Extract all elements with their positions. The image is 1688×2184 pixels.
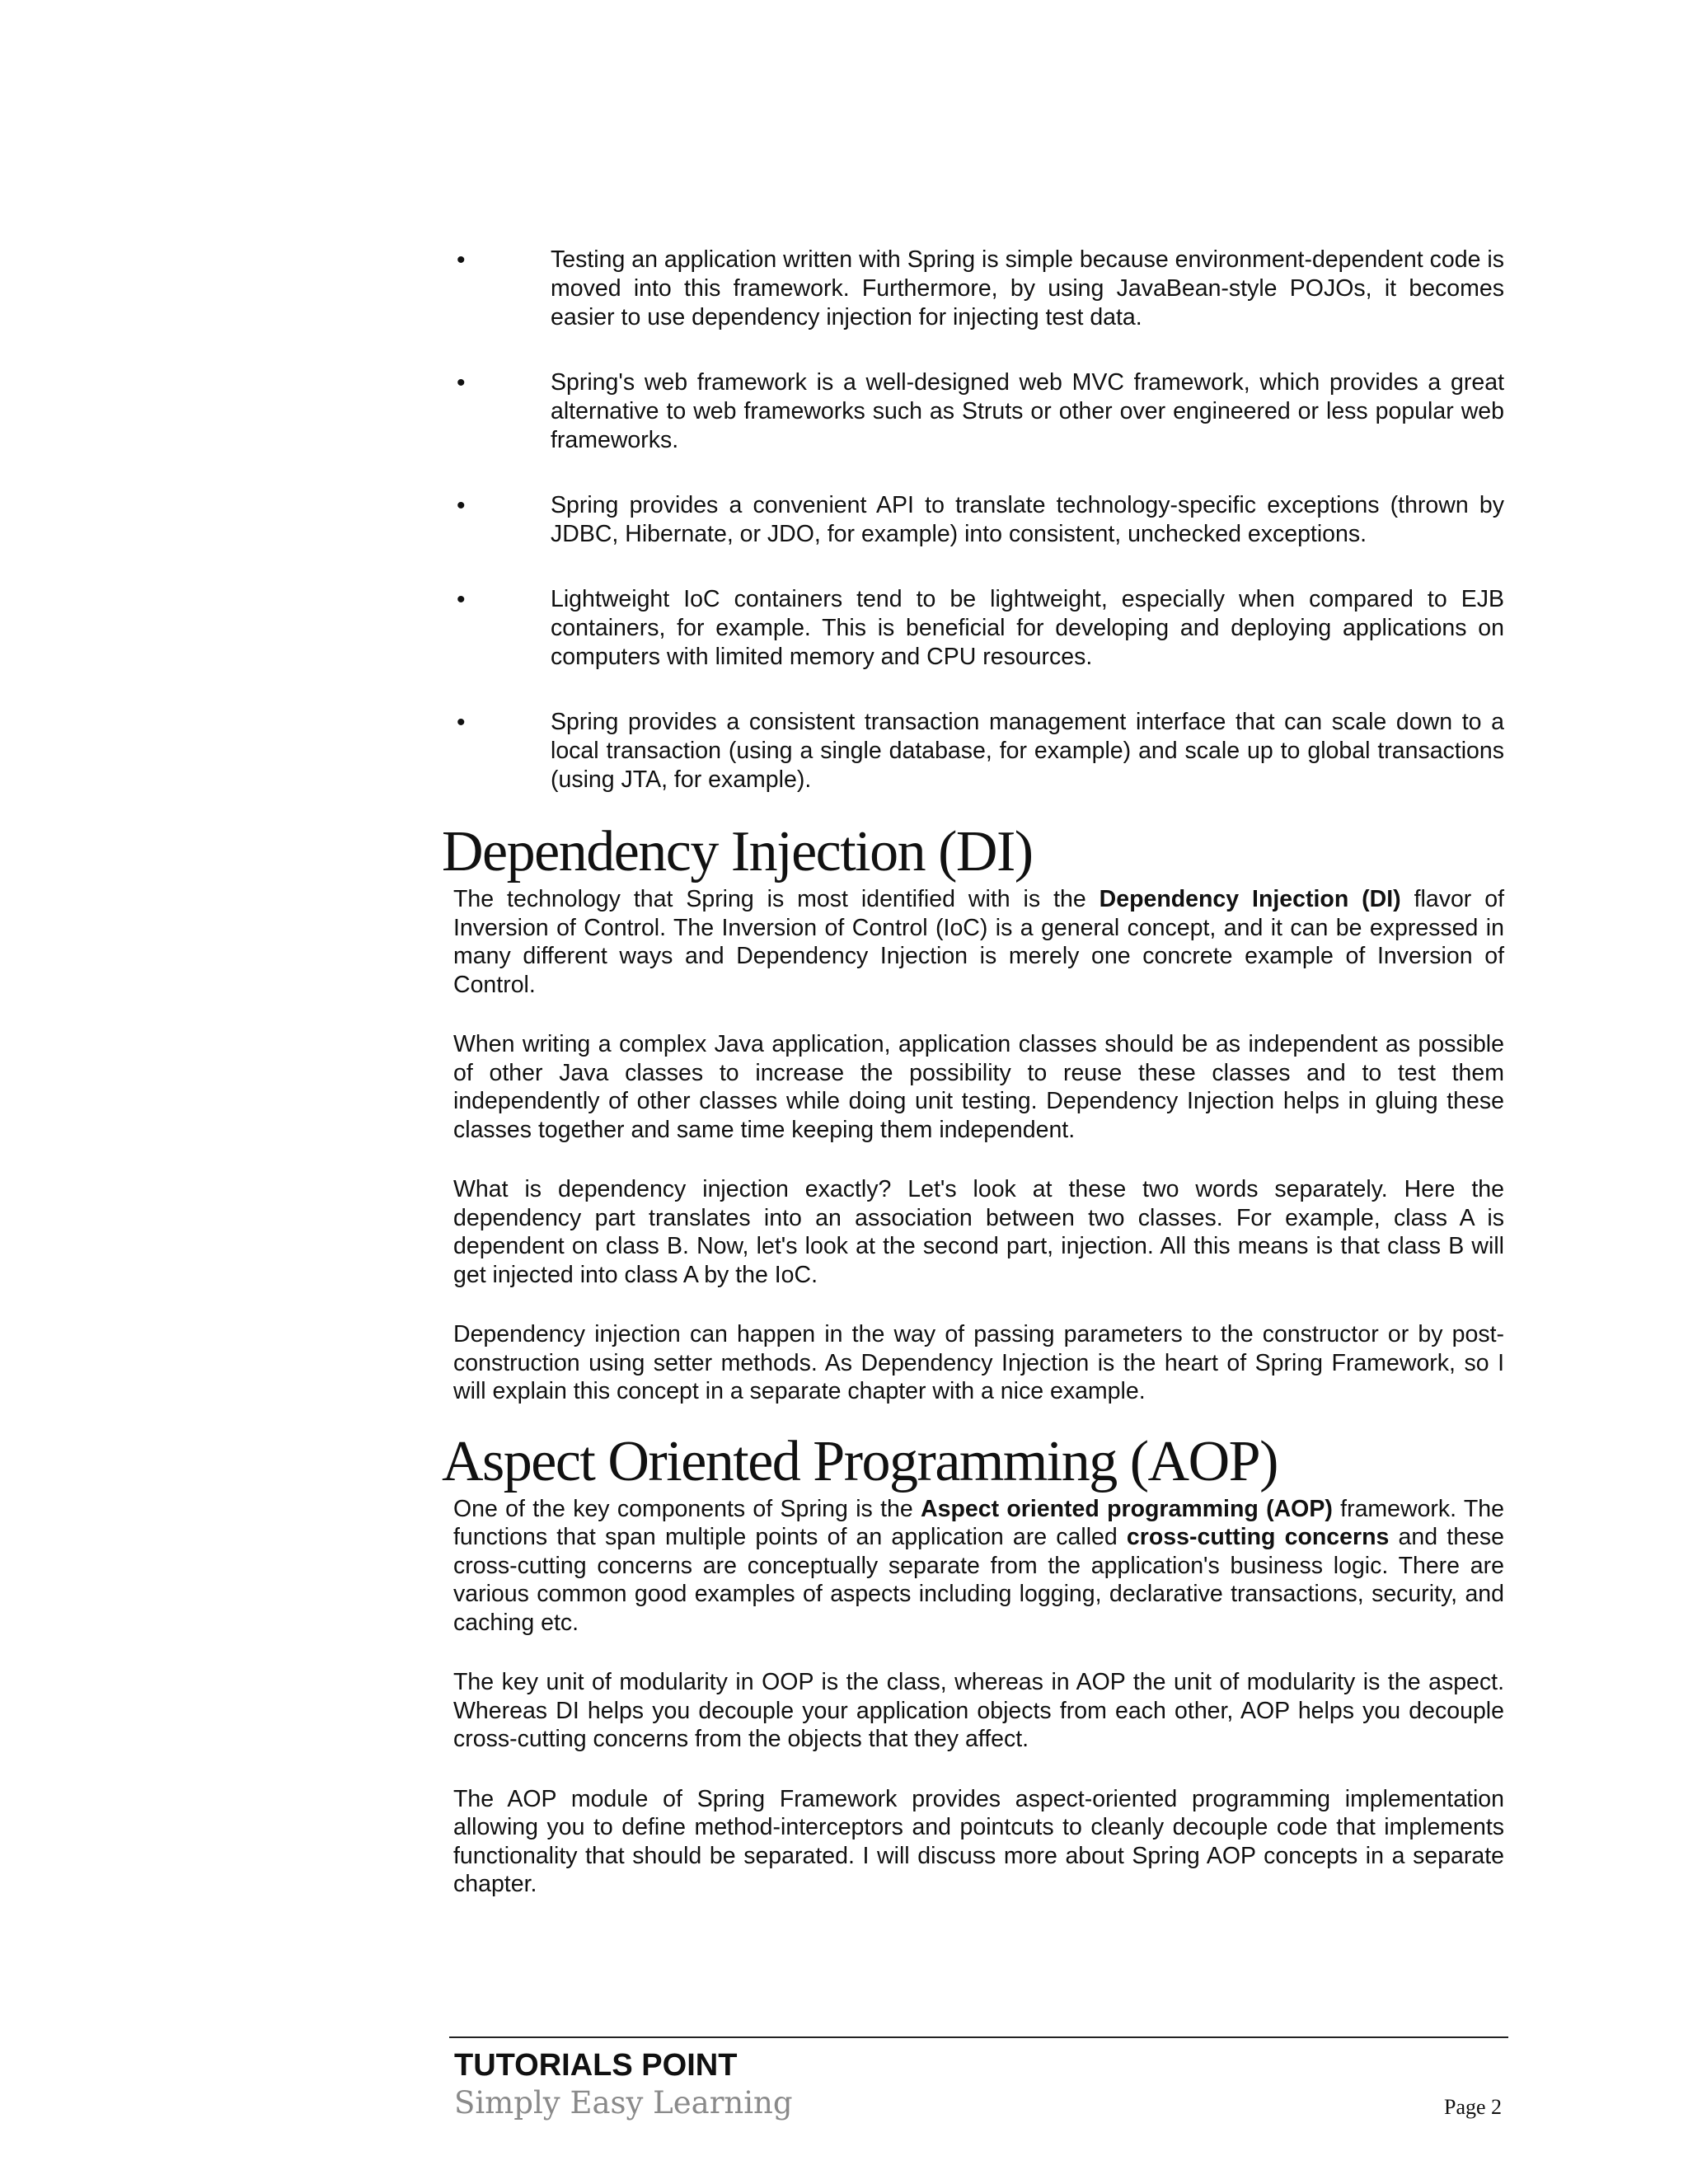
bullet-icon: • xyxy=(457,246,466,274)
aop-paragraph-2: The key unit of modularity in OOP is the class, whereas in AOP the unit of modularity is the aspect. Whereas DI helps you decouple your application objects from each other, AOP helps you decouple cross-cutting concerns from the objects that they affect. xyxy=(453,1669,1504,1752)
bullet-icon: • xyxy=(457,492,466,519)
aop-p1-bold-a: Aspect oriented programming (AOP) xyxy=(921,1495,1333,1522)
page-number: Page 2 xyxy=(1444,2095,1503,2119)
di-heading: Dependency Injection (DI) xyxy=(442,820,1033,883)
list-item-text: Spring's web framework is a well-designed web MVC framework, which provides a great alternative to web frameworks such as Struts or other over engineered or less popular web frameworks. xyxy=(551,369,1504,453)
bullet-icon: • xyxy=(457,709,466,736)
list-item xyxy=(453,585,1504,672)
list-item-text: Lightweight IoC containers tend to be lightweight, especially when compared to EJB containers, for example. This is beneficial for developing and deploying applications on computers with limited memory and CPU resources. xyxy=(551,586,1504,670)
aop-heading: Aspect Oriented Programming (AOP) xyxy=(442,1429,1278,1493)
di-paragraph-2: When writing a complex Java application, application classes should be as independent as possible of other Java classes to increase the possibility to reuse these classes and to test them independently of other classes while doing unit testing. Dependency Injection helps in gluing these classes together and same time keeping them independent. xyxy=(453,1031,1504,1143)
bullet-icon: • xyxy=(457,586,466,613)
list-item-text: Spring provides a consistent transaction management interface that can scale down to a local transaction (using a single database, for example) and scale up to global transactions (using JTA, for example). xyxy=(551,709,1504,793)
di-paragraph-1 xyxy=(453,885,1504,999)
di-p1-text-a: The technology that Spring is most identified with is the xyxy=(453,886,1100,912)
di-p1-bold: Dependency Injection (DI) xyxy=(1099,886,1401,912)
footer-tagline: Simply Easy Learning xyxy=(454,2085,793,2121)
page-content xyxy=(442,246,1505,1930)
footer-divider xyxy=(449,2036,1508,2038)
bullet-icon: • xyxy=(457,369,466,396)
list-item xyxy=(453,368,1504,455)
aop-p1-bold-b: cross-cutting concerns xyxy=(1126,1524,1390,1550)
list-item xyxy=(453,708,1504,794)
aop-paragraph-3: The AOP module of Spring Framework provides aspect-oriented programming implementation allowing you to define method-interceptors and pointcuts to cleanly decouple code that implements functionality that should be separated. I will discuss more about Spring AOP concepts in a separate chapter. xyxy=(453,1785,1504,1897)
di-paragraph-3: What is dependency injection exactly? Let's look at these two words separately. Here the dependency part translates into an association between two classes. For example, class A is dependent on class B. Now, let's look at the second part, injection. All this means is that class B will get injected into class A by the IoC. xyxy=(453,1176,1504,1288)
footer-brand: TUTORIALS POINT xyxy=(454,2048,738,2083)
list-item xyxy=(453,491,1504,549)
aop-p1-text-b: framework. The functions that span multiple points of an application are called xyxy=(453,1495,1505,1550)
benefits-list xyxy=(453,246,1504,794)
di-paragraph-4: Dependency injection can happen in the way of passing parameters to the constructor or by post-construction using setter methods. As Dependency Injection is the heart of Spring Framework, so I will explain this concept in a separate chapter with a nice example. xyxy=(453,1321,1504,1404)
di-p1-text-b: flavor of Inversion of Control. The Inversion of Control (IoC) is a general concept, and it can be expressed in many different ways and Dependency Injection is merely one concrete example of Inversion of Control. xyxy=(453,886,1505,998)
aop-p1-text-c: and these cross-cutting concerns are conceptually separate from the application's business logic. There are various common good examples of aspects including logging, declarative transactions, security, and caching etc. xyxy=(453,1524,1505,1636)
list-item xyxy=(453,246,1504,332)
aop-p1-text-a: One of the key components of Spring is the xyxy=(453,1495,921,1522)
list-item-text: Testing an application written with Spring is simple because environment-dependent code is moved into this framework. Furthermore, by using JavaBean-style POJOs, it becomes easier to use dependency injection for injecting test data. xyxy=(551,246,1504,330)
aop-paragraph-1 xyxy=(453,1495,1504,1638)
list-item-text: Spring provides a convenient API to translate technology-specific exceptions (thrown by JDBC, Hibernate, or JDO, for example) into consistent, unchecked exceptions. xyxy=(551,492,1504,547)
